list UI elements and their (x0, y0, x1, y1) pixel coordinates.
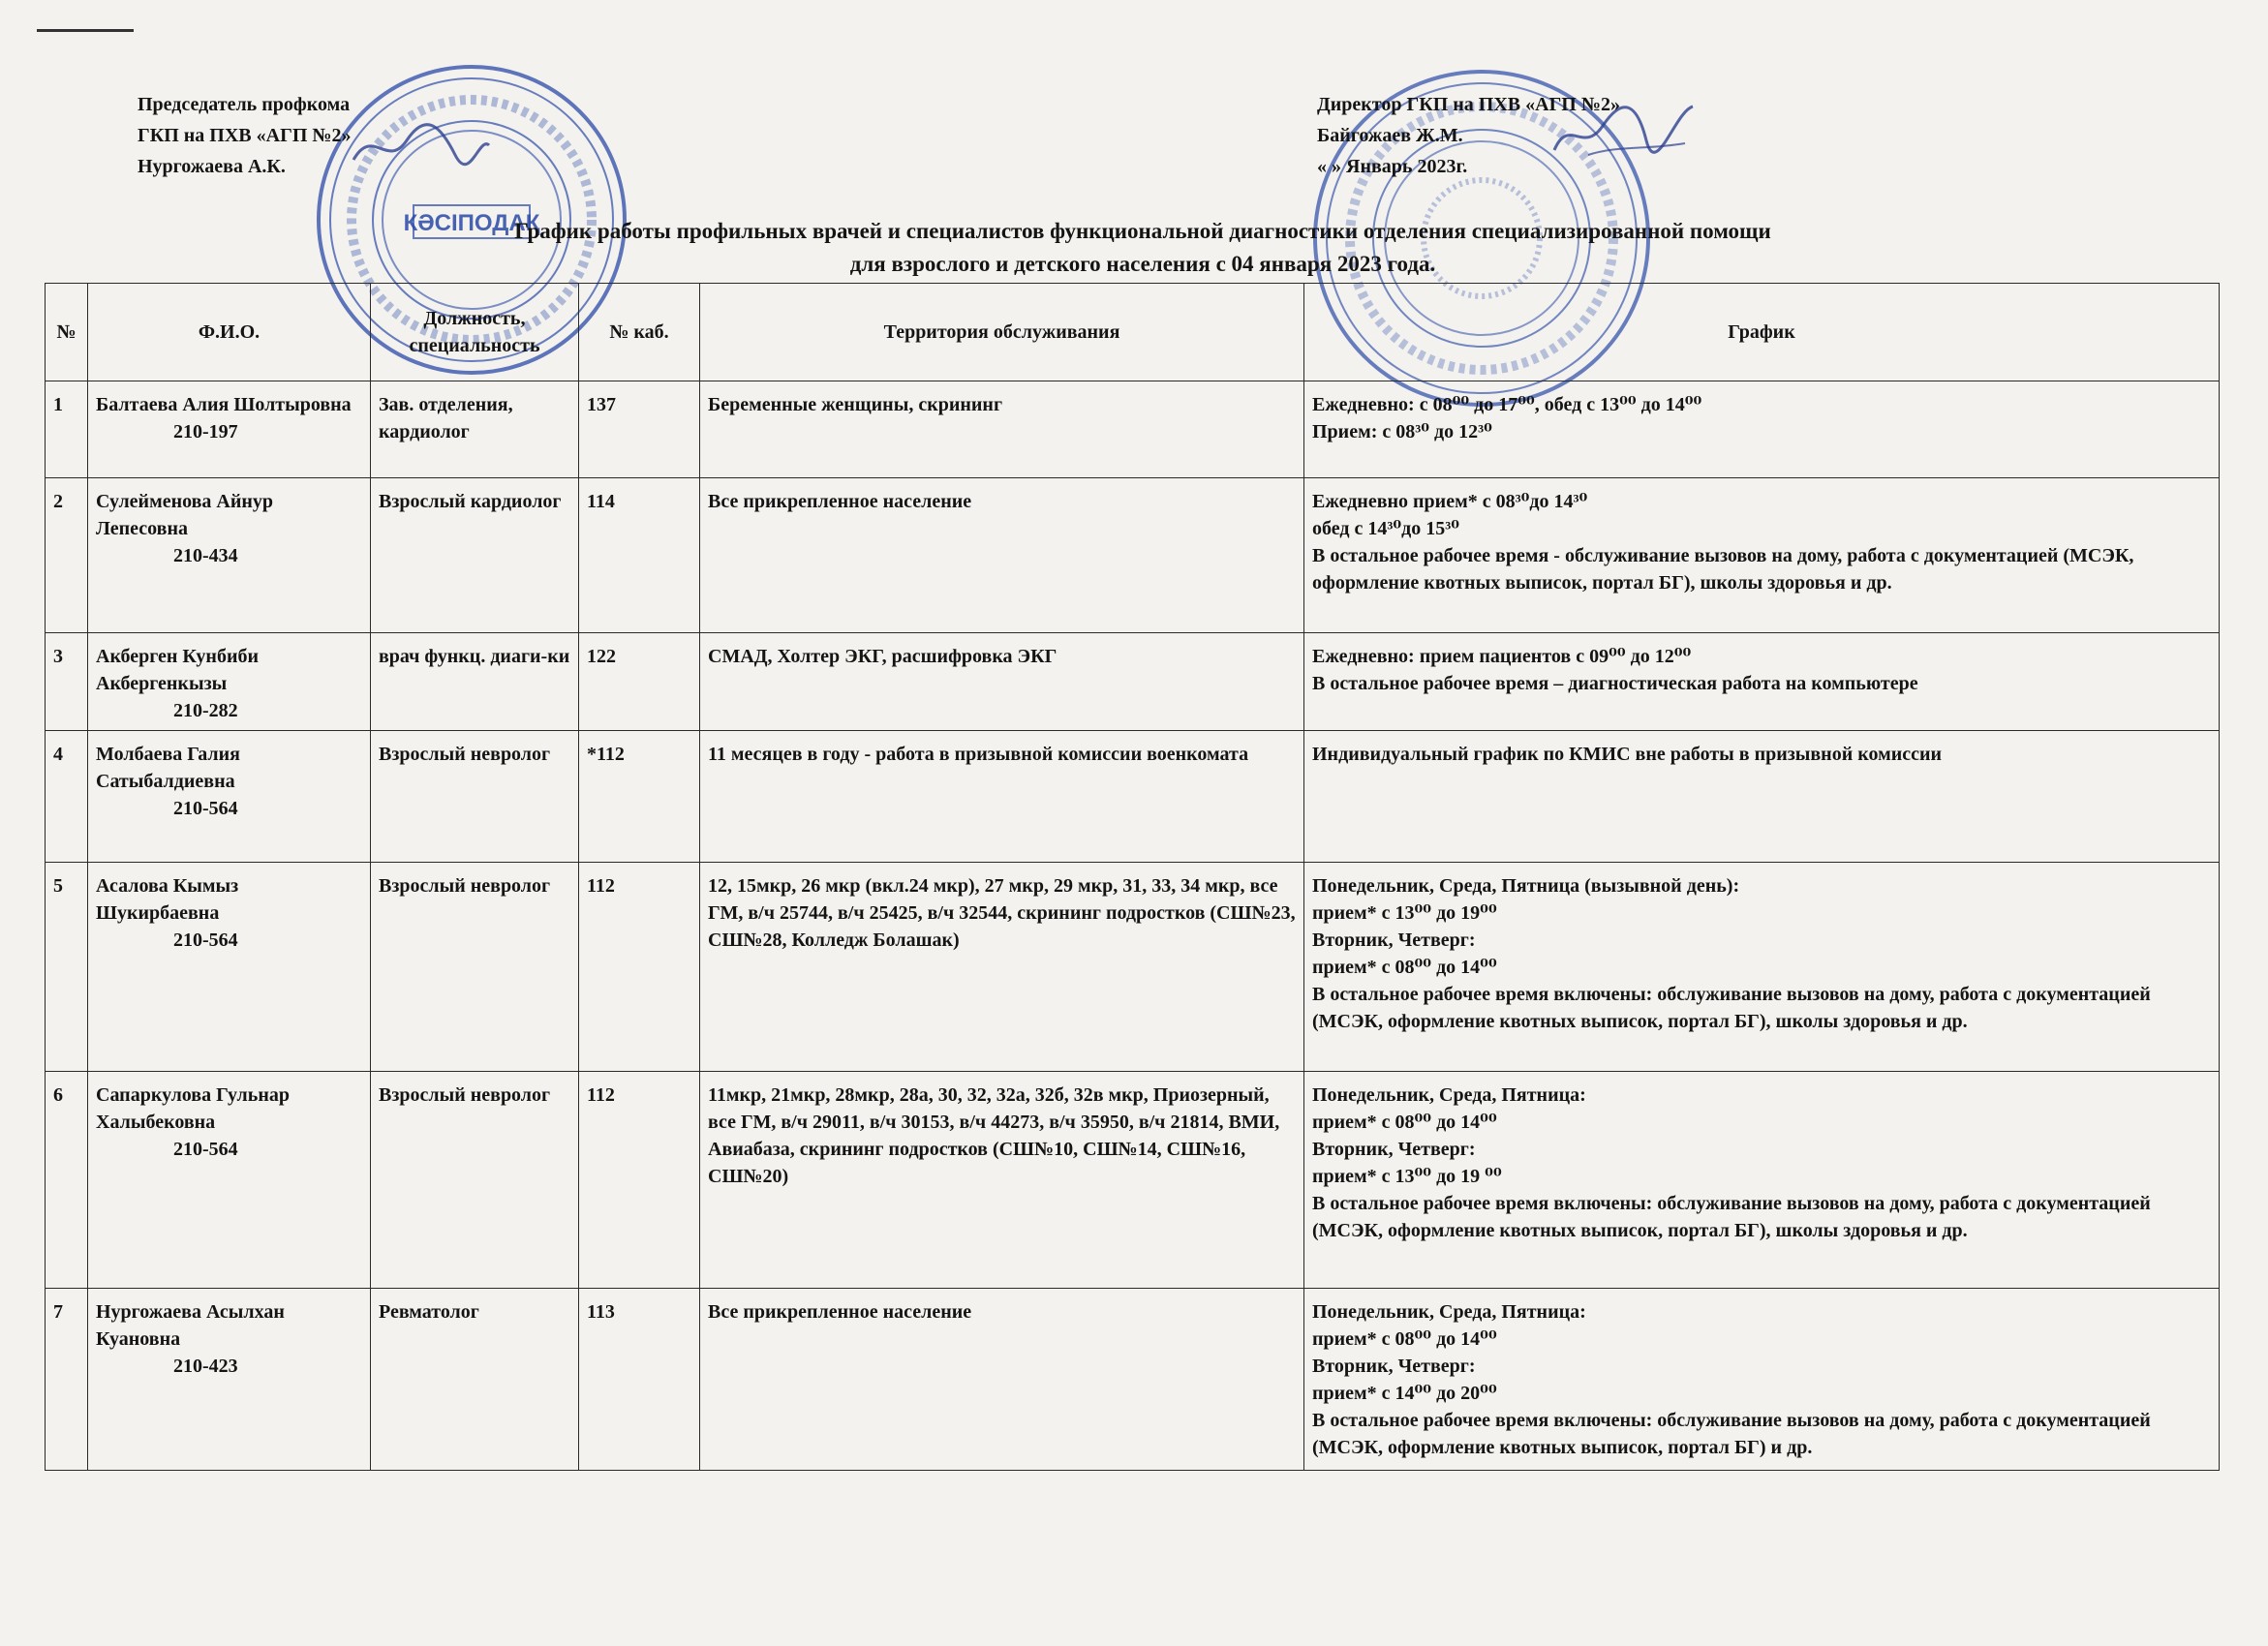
employee-phone: 210-564 (173, 798, 238, 819)
row-position: врач функц. диаги-ки (371, 633, 579, 731)
table-row (46, 863, 2220, 1072)
employee-name: Молбаева Галия Сатыбалдиевна (96, 744, 240, 792)
employee-phone: 210-434 (173, 545, 238, 566)
row-number: 4 (46, 731, 88, 863)
row-schedule (1304, 731, 2220, 863)
row-position: Взрослый кардиолог (371, 478, 579, 633)
schedule-table (45, 283, 2220, 1471)
schedule-line: В остальное рабочее время включены: обслуживание вызовов на дому, работа с документацией (МСЭК, оформление квотных выписок, портал БГ), школы здоровья и др. (1312, 1193, 2151, 1241)
schedule-line: Индивидуальный график по КМИС вне работы в призывной комиссии (1312, 744, 1943, 765)
employee-name: Сулейменова Айнур Лепесовна (96, 491, 274, 539)
row-schedule (1304, 1289, 2220, 1471)
schedule-line: прием* с 08⁰⁰ до 14⁰⁰ (1312, 957, 1497, 978)
row-number: 6 (46, 1072, 88, 1289)
header-left-line2: ГКП на ПХВ «АГП №2» (138, 125, 352, 146)
row-cabinet: 114 (579, 478, 700, 633)
row-number: 2 (46, 478, 88, 633)
header-territory: Территория обслуживания (700, 284, 1304, 381)
table-row (46, 381, 2220, 478)
row-fio (88, 633, 371, 731)
row-territory: СМАД, Холтер ЭКГ, расшифровка ЭКГ (700, 633, 1304, 731)
row-position: Зав. отделения, кардиолог (371, 381, 579, 478)
employee-phone: 210-282 (173, 700, 238, 721)
header-num: № (46, 284, 88, 381)
schedule-line: Ежедневно: прием пациентов с 09⁰⁰ до 12⁰⁰ (1312, 646, 1692, 667)
row-schedule (1304, 478, 2220, 633)
row-cabinet: 112 (579, 863, 700, 1072)
schedule-line: Ежедневно прием* с 08³⁰до 14³⁰ (1312, 491, 1588, 512)
header-left-line3: Нургожаева А.К. (138, 156, 286, 177)
schedule-line: Вторник, Четверг: (1312, 1356, 1476, 1377)
title-line2: для взрослого и детского населения с 04 января 2023 года. (849, 252, 1436, 276)
schedule-line: Понедельник, Среда, Пятница (вызывной день): (1312, 875, 1740, 897)
table-header-row (46, 284, 2220, 381)
schedule-line: В остальное рабочее время включены: обслуживание вызовов на дому, работа с документацией (МСЭК, оформление квотных выписок, портал БГ), школы здоровья и др. (1312, 984, 2151, 1032)
employee-name: Асалова Кымыз Шукирбаевна (96, 875, 239, 924)
schedule-line: Прием: с 08³⁰ до 12³⁰ (1312, 421, 1492, 442)
row-position: Взрослый невролог (371, 731, 579, 863)
header-right-approval (1317, 89, 1620, 182)
header-schedule: График (1304, 284, 2220, 381)
row-territory: 11 месяцев в году - работа в призывной комиссии военкомата (700, 731, 1304, 863)
schedule-line: Вторник, Четверг: (1312, 930, 1476, 951)
row-territory: 12, 15мкр, 26 мкр (вкл.24 мкр), 27 мкр, 29 мкр, 31, 33, 34 мкр, все ГМ, в/ч 25744, в/ч 25425, в/ч 32544, скрининг подростков (СШ№23, СШ№28, Колледж Болашак) (700, 863, 1304, 1072)
employee-name: Балтаева Алия Шолтыровна (96, 394, 352, 415)
row-schedule (1304, 633, 2220, 731)
header-left-line1: Председатель профкома (138, 94, 351, 115)
header-position: Должность, специальность (371, 284, 579, 381)
row-schedule (1304, 381, 2220, 478)
employee-phone: 210-564 (173, 1139, 238, 1160)
header-right-line2: Байгожаев Ж.М. (1317, 125, 1463, 146)
row-territory: Все прикрепленное население (700, 478, 1304, 633)
stamp-center-text: КӘСІПОДАҚ (403, 210, 540, 236)
schedule-line: прием* с 13⁰⁰ до 19 ⁰⁰ (1312, 1166, 1502, 1187)
row-fio (88, 381, 371, 478)
employee-phone: 210-423 (173, 1356, 238, 1377)
employee-phone: 210-564 (173, 930, 238, 951)
table-row (46, 478, 2220, 633)
row-fio (88, 863, 371, 1072)
row-number: 1 (46, 381, 88, 478)
signature-left (349, 116, 494, 174)
schedule-line: В остальное рабочее время - обслуживание вызовов на дому, работа с документацией (МСЭК, оформление квотных выписок, портал БГ), школы здоровья и др. (1312, 545, 2134, 594)
row-territory: 11мкр, 21мкр, 28мкр, 28а, 30, 32, 32а, 32б, 32в мкр, Приозерный, все ГМ, в/ч 29011, в/ч 30153, в/ч 44273, в/ч 35950, в/ч 21814, ВМИ, Авиабаза, скрининг подростков (СШ№10, СШ№14, СШ№16, СШ№20) (700, 1072, 1304, 1289)
row-position: Взрослый невролог (371, 1072, 579, 1289)
schedule-line: Ежедневно: с 08⁰⁰ до 17⁰⁰, обед с 13⁰⁰ до 14⁰⁰ (1312, 394, 1702, 415)
row-cabinet: 122 (579, 633, 700, 731)
header-fio: Ф.И.О. (88, 284, 371, 381)
row-number: 7 (46, 1289, 88, 1471)
row-number: 5 (46, 863, 88, 1072)
row-schedule (1304, 1072, 2220, 1289)
employee-name: Акберген Кунбиби Акбергенкызы (96, 646, 259, 694)
document-title (310, 215, 1976, 281)
schedule-line: прием* с 08⁰⁰ до 14⁰⁰ (1312, 1112, 1497, 1133)
employee-phone: 210-197 (173, 421, 238, 442)
employee-name: Сапаркулова Гульнар Халыбековна (96, 1084, 290, 1133)
table-row (46, 1289, 2220, 1471)
header-right-line1: Директор ГКП на ПХВ «АГП №2» (1317, 94, 1620, 115)
row-fio (88, 1289, 371, 1471)
header-right-line3: « » Январь 2023г. (1317, 156, 1468, 177)
row-fio (88, 478, 371, 633)
row-territory: Все прикрепленное население (700, 1289, 1304, 1471)
title-line1: График работы профильных врачей и специалистов функциональной диагностики отделения специализированной помощи (514, 219, 1771, 243)
row-cabinet: 137 (579, 381, 700, 478)
row-cabinet: *112 (579, 731, 700, 863)
schedule-line: прием* с 14⁰⁰ до 20⁰⁰ (1312, 1383, 1497, 1404)
table-row (46, 633, 2220, 731)
row-schedule (1304, 863, 2220, 1072)
row-number: 3 (46, 633, 88, 731)
schedule-line: прием* с 13⁰⁰ до 19⁰⁰ (1312, 902, 1497, 924)
header-cabinet: № каб. (579, 284, 700, 381)
employee-name: Нургожаева Асылхан Куановна (96, 1301, 285, 1350)
row-fio (88, 731, 371, 863)
table-row (46, 1072, 2220, 1289)
row-cabinet: 113 (579, 1289, 700, 1471)
corner-line (37, 29, 134, 32)
schedule-line: В остальное рабочее время включены: обслуживание вызовов на дому, работа с документацией (МСЭК, оформление квотных выписок, портал БГ) и др. (1312, 1410, 2151, 1458)
schedule-line: обед с 14³⁰до 15³⁰ (1312, 518, 1459, 539)
schedule-line: Вторник, Четверг: (1312, 1139, 1476, 1160)
schedule-line: Понедельник, Среда, Пятница: (1312, 1301, 1586, 1323)
schedule-line: В остальное рабочее время – диагностическая работа на компьютере (1312, 673, 1918, 694)
row-cabinet: 112 (579, 1072, 700, 1289)
row-position: Ревматолог (371, 1289, 579, 1471)
header-left-approval (138, 89, 351, 182)
row-fio (88, 1072, 371, 1289)
schedule-line: Понедельник, Среда, Пятница: (1312, 1084, 1586, 1106)
row-territory: Беременные женщины, скрининг (700, 381, 1304, 478)
schedule-line: прием* с 08⁰⁰ до 14⁰⁰ (1312, 1328, 1497, 1350)
table-row (46, 731, 2220, 863)
row-position: Взрослый невролог (371, 863, 579, 1072)
